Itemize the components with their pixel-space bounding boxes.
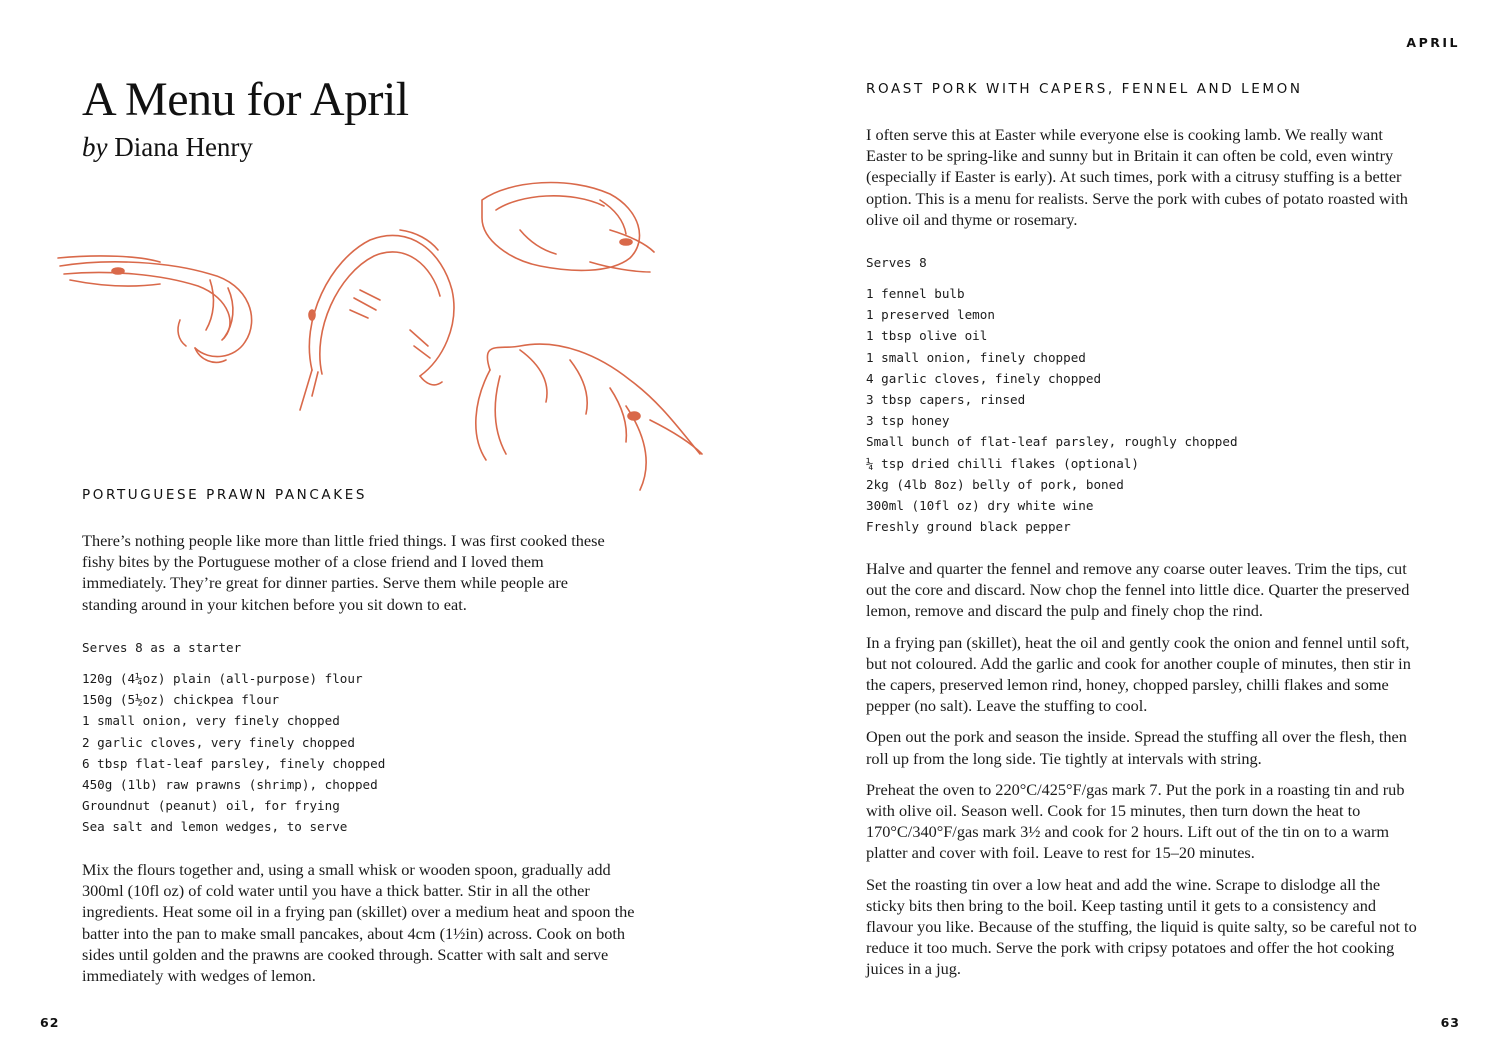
recipe-method [866, 558, 1422, 990]
ingredient-item: 3 tbsp capers, rinsed [866, 392, 1026, 408]
recipe-method: Mix the flours together and, using a small whisk or wooden spoon, gradually add 300ml (10fl oz) of cold water until you have a thick batter. Stir in all the other ingredients. Heat some oil in a frying pan (skillet) over a medium heat and spoon the batter into the pan to make small pancakes, about 4cm (1½in) across. Cook on both sides until golden and the prawns are cooked through. Scatter with salt and serve immediately with wedges of lemon. [82, 860, 635, 986]
prawn-illustration-4 [476, 344, 702, 490]
page-number-left: 62 [40, 1015, 60, 1030]
serves-line: Serves 8 [866, 255, 927, 270]
ingredient-item: 1 small onion, very finely chopped [82, 713, 340, 729]
ingredient-item: Sea salt and lemon wedges, to serve [82, 819, 348, 835]
prawn-illustration-1 [58, 256, 252, 362]
byline-prefix: by [82, 132, 108, 162]
ingredient-item: 1 fennel bulb [866, 286, 965, 301]
page-title: A Menu for April [82, 73, 409, 126]
prawn-illustration-2 [300, 230, 454, 410]
method-paragraph: In a frying pan (skillet), heat the oil and gently cook the onion and fennel until soft, but not coloured. Add the garlic and cook for another couple of minutes, then stir in the capers, preserved lemon rind, honey, chopped parsley, chilli flakes and some pepper (no salt). Leave the stuffing to cool. [866, 632, 1411, 716]
method-paragraph: Preheat the oven to 220°C/425°F/gas mark 7. Put the pork in a roasting tin and rub with olive oil. Season well. Cook for 15 minutes, then turn down the heat to 170°C/340°F/gas mark 3½ and cook for 2 hours. Lift out of the tin on to a warm platter and cover with foil. Leave to rest for 15–20 minutes. [866, 779, 1405, 863]
ingredient-item: 120g (4¼oz) plain (all-purpose) flour [82, 671, 363, 686]
prawn-sketch-icon [50, 170, 710, 500]
ingredient-item: 450g (1lb) raw prawns (shrimp), chopped [82, 777, 378, 793]
byline-author: Diana Henry [114, 132, 253, 162]
prawn-illustration-3 [482, 183, 654, 272]
ingredient-item: 3 tsp honey [866, 413, 950, 429]
running-head: APRIL [1406, 35, 1460, 50]
method-paragraph: Open out the pork and season the inside. Spread the stuffing all over the flesh, then roll up from the long side. Tie tightly at intervals with string. [866, 727, 1407, 768]
ingredient-item: 4 garlic cloves, finely chopped [866, 370, 1102, 386]
recipe-heading-roast-pork: ROAST PORK WITH CAPERS, FENNEL AND LEMON [866, 81, 1303, 97]
ingredient-item: ¼ tsp dried chilli flakes (optional) [866, 455, 1139, 471]
serves-line: Serves 8 as a starter [82, 640, 242, 655]
ingredient-item: 1 tbsp olive oil [866, 328, 988, 344]
ingredient-item: 2kg (4lb 8oz) belly of pork, boned [866, 476, 1124, 492]
ingredient-item: 2 garlic cloves, very finely chopped [82, 734, 355, 750]
ingredient-item: 300ml (10fl oz) dry white wine [866, 498, 1094, 514]
method-paragraph: Set the roasting tin over a low heat and add the wine. Scrape to dislodge all the sticky bits then bring to the boil. Keep tasting until it gets to a consistency and flavour you like. Because of the stuffing, the liquid is quite salty, so be careful not to reduce it too much. Serve the pork with cripsy potatoes and offer the hot cooking juices in a jug. [866, 874, 1417, 979]
ingredient-list [82, 668, 385, 838]
ingredient-item: 1 small onion, finely chopped [866, 349, 1086, 365]
ingredient-item: 6 tbsp flat-leaf parsley, finely chopped [82, 755, 386, 771]
recipe-intro: There’s nothing people like more than little fried things. I was first cooked these fishy bites by the Portuguese mother of a close friend and I loved them immediately. They’re great for dinner parties. Serve them while people are standing around in your kitchen before you sit down to eat. [82, 531, 605, 614]
byline [82, 130, 253, 164]
recipe-heading-prawn-pancakes: PORTUGUESE PRAWN PANCAKES [82, 487, 367, 503]
ingredient-item: Small bunch of flat-leaf parsley, roughly chopped [866, 434, 1238, 450]
method-paragraph: Halve and quarter the fennel and remove any coarse outer leaves. Trim the tips, cut out the core and discard. Now chop the fennel into little dice. Quarter the preserved lemon, remove and discard the pulp and finely chop the rind. [866, 559, 1410, 621]
ingredient-item: 150g (5½oz) chickpea flour [82, 692, 280, 708]
page-number-right: 63 [1440, 1015, 1460, 1030]
ingredient-item: Freshly ground black pepper [866, 519, 1071, 535]
ingredient-item: 1 preserved lemon [866, 307, 995, 323]
ingredient-list [866, 283, 1238, 537]
ingredient-item: Groundnut (peanut) oil, for frying [82, 798, 340, 814]
recipe-intro: I often serve this at Easter while everyone else is cooking lamb. We really want Easter to be spring-like and sunny but in Britain it can often be cold, even wintry (especially if Easter is early). At such times, pork with a citrusy stuffing is a better option. This is a menu for realists. Serve the pork with cubes of potato roasted with olive oil and thyme or rosemary. [866, 125, 1408, 229]
